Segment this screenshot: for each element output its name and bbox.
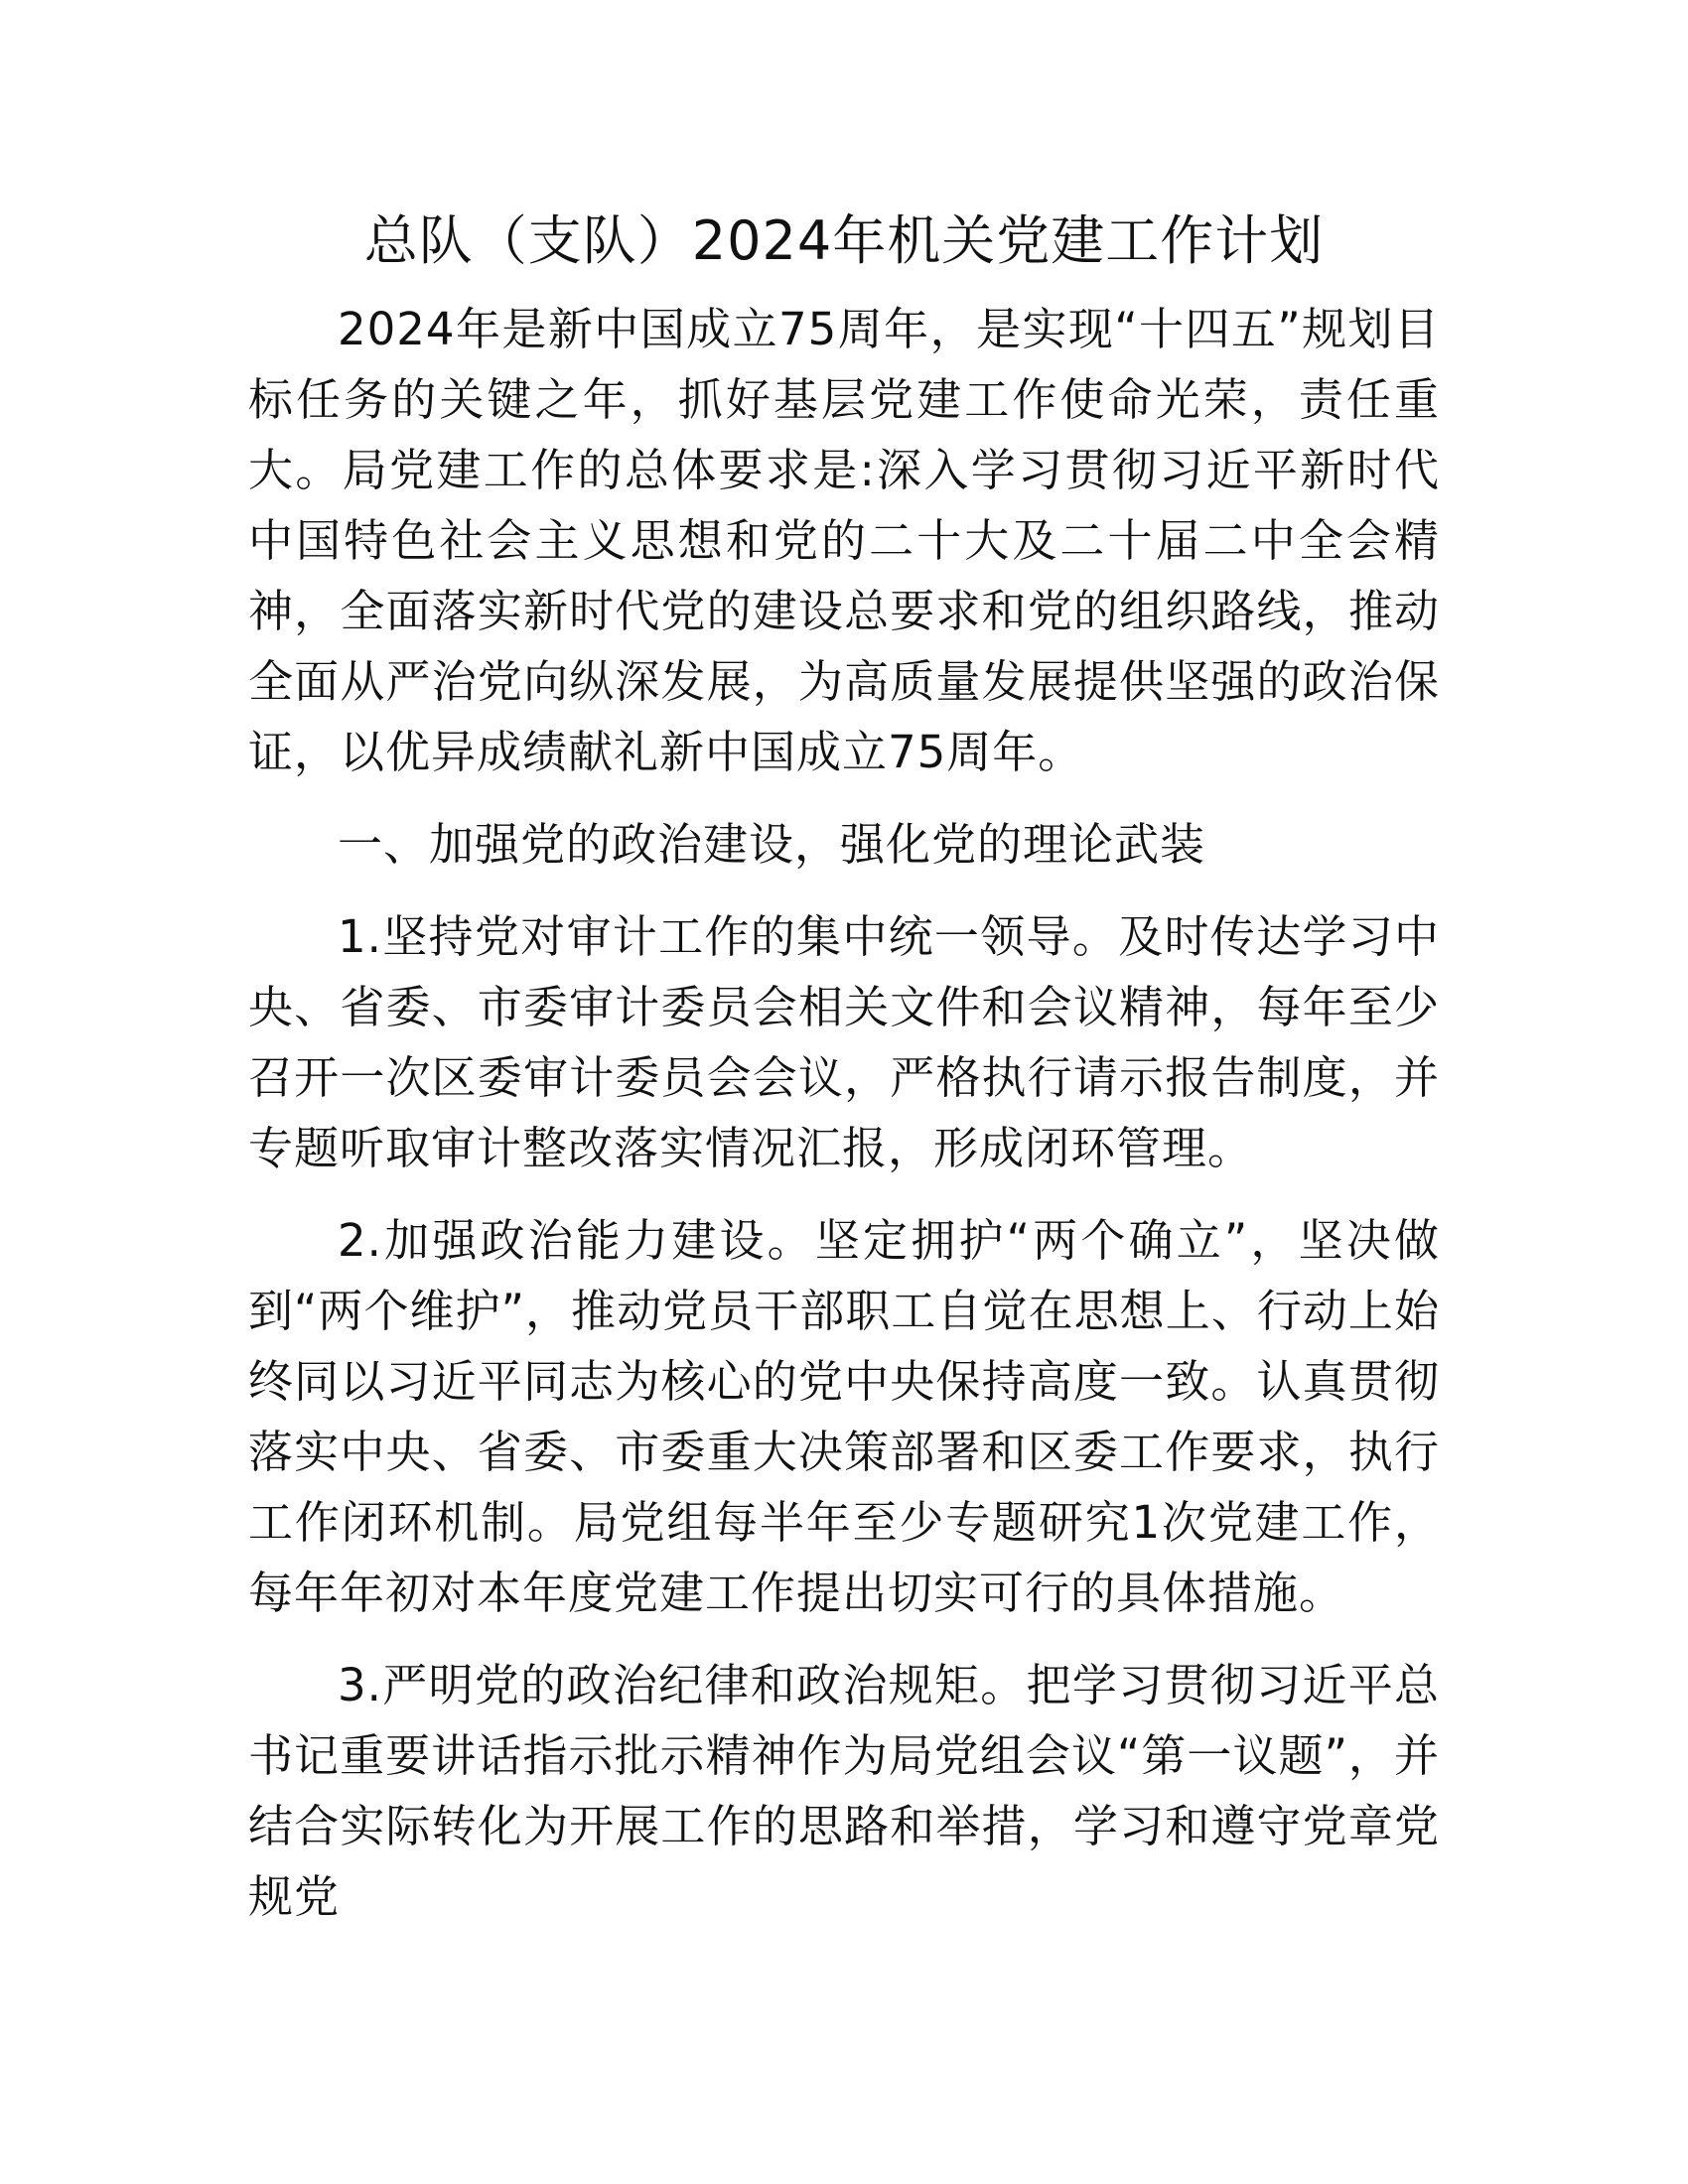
document-body: [248, 294, 1440, 1932]
item-paragraph: 3.严明党的政治纪律和政治规矩。把学习贯彻习近平总书记重要讲话指示批示精神作为局党组会议“第一议题”，并结合实际转化为开展工作的思路和举措，学习和遵守党章党规党: [248, 1659, 1440, 1923]
item-paragraph: 1.坚持党对审计工作的集中统一领导。及时传达学习中央、省委、市委审计委员会相关文件和会议精神，每年至少召开一次区委审计委员会会议，严格执行请示报告制度，并专题听取审计整改落实情况汇报，形成闭环管理。: [248, 910, 1440, 1174]
intro-paragraph: 2024年是新中国成立75周年，是实现“十四五”规划目标任务的关键之年，抓好基层党建工作使命光荣，责任重大。局党建工作的总体要求是:深入学习贯彻习近平新时代中国特色社会主义思想和党的二十大及二十届二中全会精神，全面落实新时代党的建设总要求和党的组织路线，推动全面从严治党向纵深发展，为高质量发展提供坚强的政治保证，以优异成绩献礼新中国成立75周年。: [248, 303, 1440, 778]
document-title: 总队（支队）2024年机关党建工作计划: [363, 209, 1325, 272]
section-heading: 一、加强党的政治建设，强化党的理论武装: [338, 818, 1206, 871]
item-paragraph: 2.加强政治能力建设。坚定拥护“两个确立”，坚决做到“两个维护”，推动党员干部职工自觉在思想上、行动上始终同以习近平同志为核心的党中央保持高度一致。认真贯彻落实中央、省委、市委重大决策部署和区委工作要求，执行工作闭环机制。局党组每半年至少专题研究1次党建工作，每年年初对本年度党建工作提出切实可行的具体措施。: [248, 1214, 1440, 1619]
